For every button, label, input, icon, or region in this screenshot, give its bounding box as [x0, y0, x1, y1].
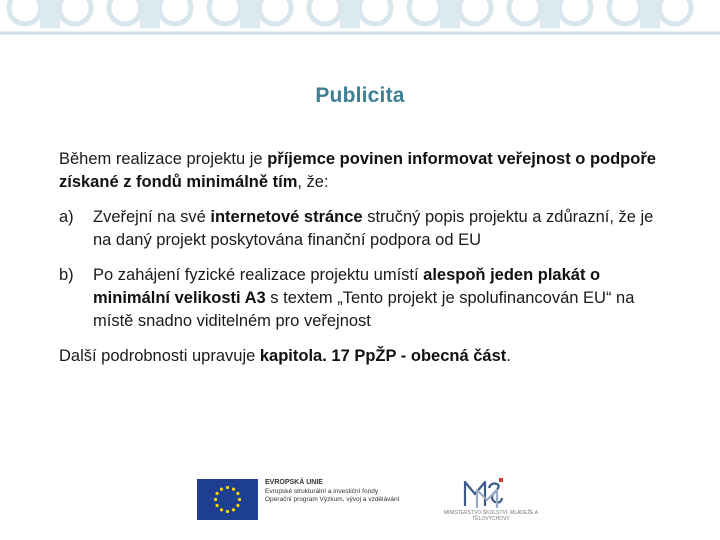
intro-emphasis: příjemce povinen informovat veřejnost o podpoře získané z fondů minimálně tím — [59, 150, 656, 191]
intro-paragraph — [59, 148, 669, 194]
list-marker: b) — [59, 266, 74, 284]
intro-text: Během realizace projektu je — [59, 150, 268, 168]
item-emphasis: alespoň jeden plakát o minimální velikosti A3 — [93, 266, 601, 307]
item-emphasis: internetové stránce — [210, 208, 363, 226]
item-text-end: s textem „Tento projekt je spolufinancován EU“ na místě snadno viditelném pro veřejnost — [93, 289, 635, 330]
intro-text-end: , že: — [297, 173, 329, 191]
item-text: Zveřejní na své — [93, 208, 211, 226]
list-item — [59, 206, 669, 252]
item-text-end: stručný popis projektu a zdůrazní, že je na daný projekt poskytována finanční podpora od EU — [93, 208, 654, 249]
outro-emphasis: kapitola. 17 PpŽP - obecná část — [259, 347, 507, 365]
list-item-text — [93, 206, 669, 252]
outro-text-end: . — [506, 347, 511, 365]
slide-content — [59, 148, 669, 380]
eu-funds-line: Evropské strukturální a investiční fondy — [265, 487, 379, 495]
outro-paragraph — [59, 345, 669, 368]
list-marker: a) — [59, 208, 74, 226]
decorative-banner — [0, 0, 720, 40]
msmt-caption: MINISTERSTVO ŠKOLSTVÍ, MLÁDEŽE A TĚLOVÝCHOVY — [443, 510, 539, 522]
outro-text: Další podrobnosti upravuje — [59, 347, 260, 365]
eu-program-text — [265, 479, 440, 505]
item-text: Po zahájení fyzické realizace projektu umístí — [93, 266, 424, 284]
eu-flag-icon — [197, 479, 258, 520]
slide-title: Publicita — [315, 84, 405, 107]
eu-title: EVROPSKÁ UNIE — [265, 479, 323, 486]
list-item — [59, 264, 669, 333]
list-item-text — [93, 264, 669, 333]
eu-program-line: Operační program Výzkum, vývoj a vzdělávání — [265, 496, 400, 503]
